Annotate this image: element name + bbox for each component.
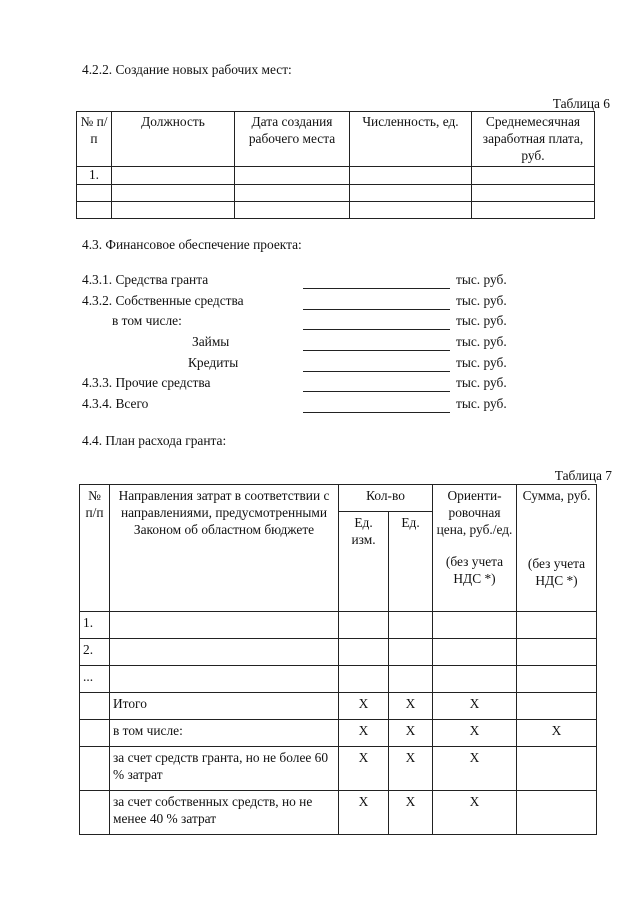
table-row bbox=[77, 167, 595, 185]
finance-label: 4.3.3. Прочие средства bbox=[82, 375, 211, 390]
table7-total-label: за счет собственных средств, но не менее 40 % затрат bbox=[110, 791, 339, 835]
table7-header-units: Ед. bbox=[389, 512, 433, 612]
table7-cell[interactable] bbox=[433, 612, 517, 639]
table7-cell[interactable] bbox=[517, 693, 597, 720]
finance-label: Кредиты bbox=[188, 355, 239, 370]
finance-input-line[interactable] bbox=[303, 309, 450, 310]
table-row bbox=[80, 693, 597, 720]
finance-input-line[interactable] bbox=[303, 288, 450, 289]
table7-cell[interactable] bbox=[110, 612, 339, 639]
finance-row-other bbox=[0, 375, 640, 395]
table6-cell[interactable] bbox=[235, 202, 350, 219]
table7-header-sum bbox=[517, 485, 597, 612]
table-6-new-jobs bbox=[76, 111, 595, 219]
finance-row-including bbox=[0, 313, 640, 333]
finance-unit: тыс. руб. bbox=[456, 272, 507, 287]
table6-cell[interactable] bbox=[235, 167, 350, 185]
finance-input-line[interactable] bbox=[303, 412, 450, 413]
table7-cell bbox=[80, 791, 110, 835]
table-7-grant-plan bbox=[79, 484, 597, 835]
table-row bbox=[77, 185, 595, 202]
table6-header-position: Должность bbox=[112, 112, 235, 167]
finance-row-own bbox=[0, 293, 640, 313]
table7-x-mark: X bbox=[433, 747, 517, 791]
table-row bbox=[80, 791, 597, 835]
section-heading-4-4: 4.4. План расхода гранта: bbox=[82, 433, 227, 448]
finance-row-total bbox=[0, 396, 640, 416]
table-row bbox=[80, 639, 597, 666]
table7-row-num: ... bbox=[80, 666, 110, 693]
table6-cell[interactable] bbox=[350, 167, 472, 185]
table6-header-date: Дата создания рабочего места bbox=[235, 112, 350, 167]
table-row bbox=[80, 666, 597, 693]
table7-x-mark: X bbox=[433, 720, 517, 747]
table7-cell[interactable] bbox=[339, 612, 389, 639]
finance-label: 4.3.4. Всего bbox=[82, 396, 149, 411]
table7-x-mark: X bbox=[339, 747, 389, 791]
table7-header-unit: Ед. изм. bbox=[339, 512, 389, 612]
table7-x-mark: X bbox=[517, 720, 597, 747]
finance-unit: тыс. руб. bbox=[456, 313, 507, 328]
table7-total-label: в том числе: bbox=[110, 720, 339, 747]
table-row bbox=[80, 747, 597, 791]
finance-label: 4.3.1. Средства гранта bbox=[82, 272, 209, 287]
table7-cell[interactable] bbox=[517, 666, 597, 693]
table6-header-salary: Среднемесячная заработная плата, руб. bbox=[472, 112, 595, 167]
table7-cell[interactable] bbox=[433, 666, 517, 693]
table6-cell[interactable] bbox=[350, 202, 472, 219]
table7-cell[interactable] bbox=[110, 639, 339, 666]
table7-total-label: за счет средств гранта, но не более 60 % затрат bbox=[110, 747, 339, 791]
table7-cell[interactable] bbox=[433, 639, 517, 666]
table6-cell[interactable] bbox=[472, 202, 595, 219]
table7-total-label: Итого bbox=[110, 693, 339, 720]
table7-cell[interactable] bbox=[389, 612, 433, 639]
finance-unit: тыс. руб. bbox=[456, 396, 507, 411]
table7-x-mark: X bbox=[339, 720, 389, 747]
table7-cell bbox=[80, 747, 110, 791]
finance-input-line[interactable] bbox=[303, 329, 450, 330]
table7-cell[interactable] bbox=[517, 791, 597, 835]
table7-cell[interactable] bbox=[517, 747, 597, 791]
table7-cell[interactable] bbox=[389, 666, 433, 693]
table7-x-mark: X bbox=[389, 747, 433, 791]
section-heading-4-3: 4.3. Финансовое обеспечение проекта: bbox=[82, 237, 302, 252]
finance-input-line[interactable] bbox=[303, 350, 450, 351]
finance-label: 4.3.2. Собственные средства bbox=[82, 293, 244, 308]
finance-label: Займы bbox=[192, 334, 230, 349]
table7-header-direction: Направления затрат в соответствии с направлениями, предусмотренными Законом об областном бюджете bbox=[110, 485, 339, 612]
table7-row-num: 2. bbox=[80, 639, 110, 666]
table7-cell[interactable] bbox=[517, 612, 597, 639]
table6-cell[interactable] bbox=[77, 202, 112, 219]
table6-caption: Таблица 6 bbox=[552, 96, 610, 111]
table6-header-num: № п/п bbox=[77, 112, 112, 167]
table7-x-mark: X bbox=[339, 791, 389, 835]
table7-cell[interactable] bbox=[517, 639, 597, 666]
table7-cell bbox=[80, 693, 110, 720]
finance-label: в том числе: bbox=[112, 313, 182, 328]
table7-header-sum-note: (без учета НДС *) bbox=[527, 555, 586, 588]
table7-cell[interactable] bbox=[389, 639, 433, 666]
finance-row-credits bbox=[0, 355, 640, 375]
table7-x-mark: X bbox=[339, 693, 389, 720]
table7-cell bbox=[80, 720, 110, 747]
section-heading-4-2-2: 4.2.2. Создание новых рабочих мест: bbox=[82, 62, 292, 77]
table7-cell[interactable] bbox=[110, 666, 339, 693]
finance-unit: тыс. руб. bbox=[456, 355, 507, 370]
table7-x-mark: X bbox=[389, 693, 433, 720]
table7-caption: Таблица 7 bbox=[554, 468, 612, 483]
finance-input-line[interactable] bbox=[303, 391, 450, 392]
table7-x-mark: X bbox=[389, 791, 433, 835]
table7-header-price-note: (без учета НДС *) bbox=[445, 554, 504, 586]
table7-header-num: № п/п bbox=[80, 485, 110, 612]
table-row bbox=[80, 720, 597, 747]
table6-cell[interactable] bbox=[112, 202, 235, 219]
table7-x-mark: X bbox=[433, 693, 517, 720]
table7-x-mark: X bbox=[433, 791, 517, 835]
table7-header-qty: Кол-во bbox=[339, 485, 433, 512]
finance-unit: тыс. руб. bbox=[456, 334, 507, 349]
table7-cell[interactable] bbox=[339, 639, 389, 666]
table6-cell[interactable] bbox=[112, 185, 235, 202]
table-row bbox=[77, 202, 595, 219]
table7-header-price bbox=[433, 485, 517, 612]
finance-row-grant bbox=[0, 272, 640, 292]
table6-cell[interactable] bbox=[472, 185, 595, 202]
table7-x-mark: X bbox=[389, 720, 433, 747]
finance-row-loans bbox=[0, 334, 640, 354]
table6-cell[interactable] bbox=[112, 167, 235, 185]
table6-header-count: Численность, ед. bbox=[350, 112, 472, 167]
table-row bbox=[80, 612, 597, 639]
table7-header-sum-label: Сумма, руб. bbox=[522, 488, 591, 503]
table6-cell[interactable] bbox=[235, 185, 350, 202]
finance-unit: тыс. руб. bbox=[456, 293, 507, 308]
finance-unit: тыс. руб. bbox=[456, 375, 507, 390]
table6-cell[interactable] bbox=[77, 185, 112, 202]
table6-cell[interactable] bbox=[472, 167, 595, 185]
finance-input-line[interactable] bbox=[303, 371, 450, 372]
table6-cell[interactable] bbox=[350, 185, 472, 202]
table6-cell[interactable]: 1. bbox=[77, 167, 112, 185]
table7-cell[interactable] bbox=[339, 666, 389, 693]
table7-row-num: 1. bbox=[80, 612, 110, 639]
table7-header-price-label: Ориенти- ровочная цена, руб./ед. bbox=[436, 488, 513, 537]
